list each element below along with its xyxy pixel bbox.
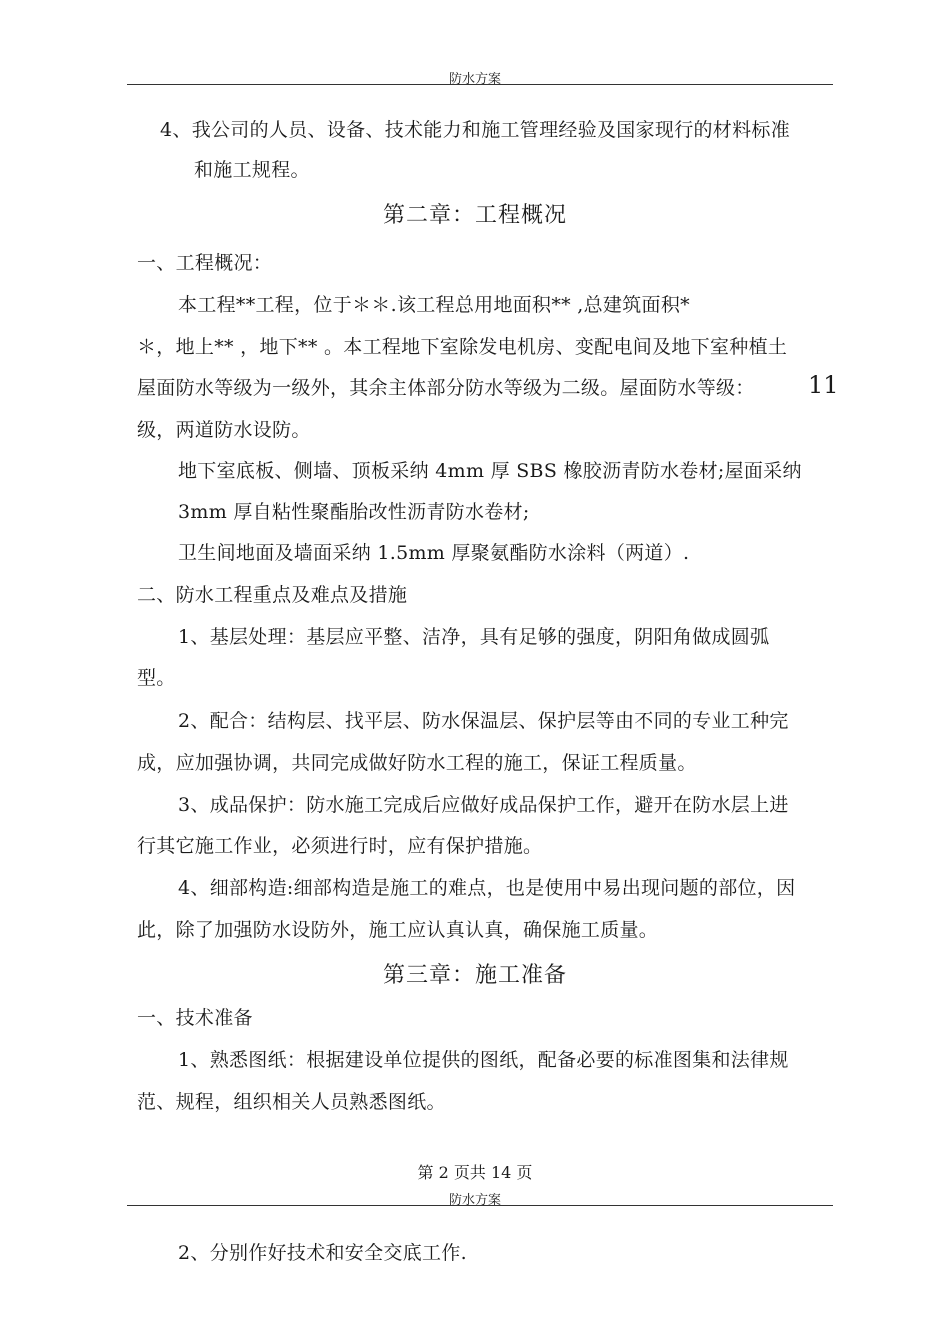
page-number: 第 2 页共 14 页 (417, 1163, 533, 1182)
material-line-2: 3mm 厚自粘性聚酯胎改性沥青防水卷材; (178, 501, 530, 523)
section-3-title: 一、技术准备 (137, 1007, 253, 1029)
page-2-header: 防水方案 (448, 1193, 501, 1208)
page-2-header-rule (127, 1205, 833, 1206)
overview-line-1: 本工程**工程，位于＊＊.该工程总用地面积** ,总建筑面积* (178, 294, 690, 316)
item-4-line-2: 和施工规程。 (194, 159, 310, 181)
point-3-line-1: 3、成品保护：防水施工完成后应做好成品保护工作，避开在防水层上进 (178, 794, 789, 816)
point-3-line-2: 行其它施工作业，必须进行时，应有保护措施。 (137, 835, 543, 857)
overview-line-4: 级，两道防水设防。 (137, 419, 311, 441)
prep-line-1: 1、熟悉图纸：根据建设单位提供的图纸，配备必要的标准图集和法律规 (178, 1049, 789, 1071)
section-1-title: 一、工程概况： (137, 252, 273, 274)
header-rule (127, 84, 833, 85)
item-4-line-1: 4、我公司的人员、设备、技术能力和施工管理经验及国家现行的材料标准 (160, 119, 790, 141)
section-2-title: 二、防水工程重点及难点及措施 (137, 584, 408, 606)
point-2-line-2: 成，应加强协调，共同完成做好防水工程的施工，保证工程质量。 (137, 752, 697, 774)
point-1-line-1: 1、基层处理：基层应平整、洁净，具有足够的强度，阴阳角做成圆弧 (178, 626, 770, 648)
overview-line-3 (137, 375, 755, 401)
chapter-3-title: 第三章：施工准备 (382, 963, 567, 988)
material-line-1: 地下室底板、侧墙、顶板采纳 4mm 厚 SBS 橡胶沥青防水卷材;屋面采纳 (178, 460, 802, 482)
point-2-line-1: 2、配合：结构层、找平层、防水保温层、保护层等由不同的专业工种完 (178, 710, 789, 732)
roof-grade-value: 11 (808, 371, 839, 399)
overview-line-2: ＊，地上** ，地下** 。本工程地下室除发电机房、变配电间及地下室种植土 (137, 336, 788, 358)
prep-line-2: 范、规程，组织相关人员熟悉图纸。 (137, 1091, 446, 1113)
point-4-line-2: 此，除了加强防水设防外，施工应认真认真，确保施工质量。 (137, 919, 659, 941)
page-header: 防水方案 (448, 72, 501, 87)
overview-line-3-text: 屋面防水等级为一级外，其余主体部分防水等级为二级。屋面防水等级： (137, 377, 755, 399)
point-1-line-2: 型。 (137, 667, 176, 689)
material-line-3: 卫生间地面及墙面采纳 1.5mm 厚聚氨酯防水涂料（两道）. (178, 542, 690, 564)
point-4-line-1: 4、细部构造:细部构造是施工的难点，也是使用中易出现问题的部位，因 (178, 877, 796, 899)
chapter-2-title: 第二章：工程概况 (382, 203, 567, 228)
page-2-line-1: 2、分别作好技术和安全交底工作. (178, 1242, 467, 1264)
